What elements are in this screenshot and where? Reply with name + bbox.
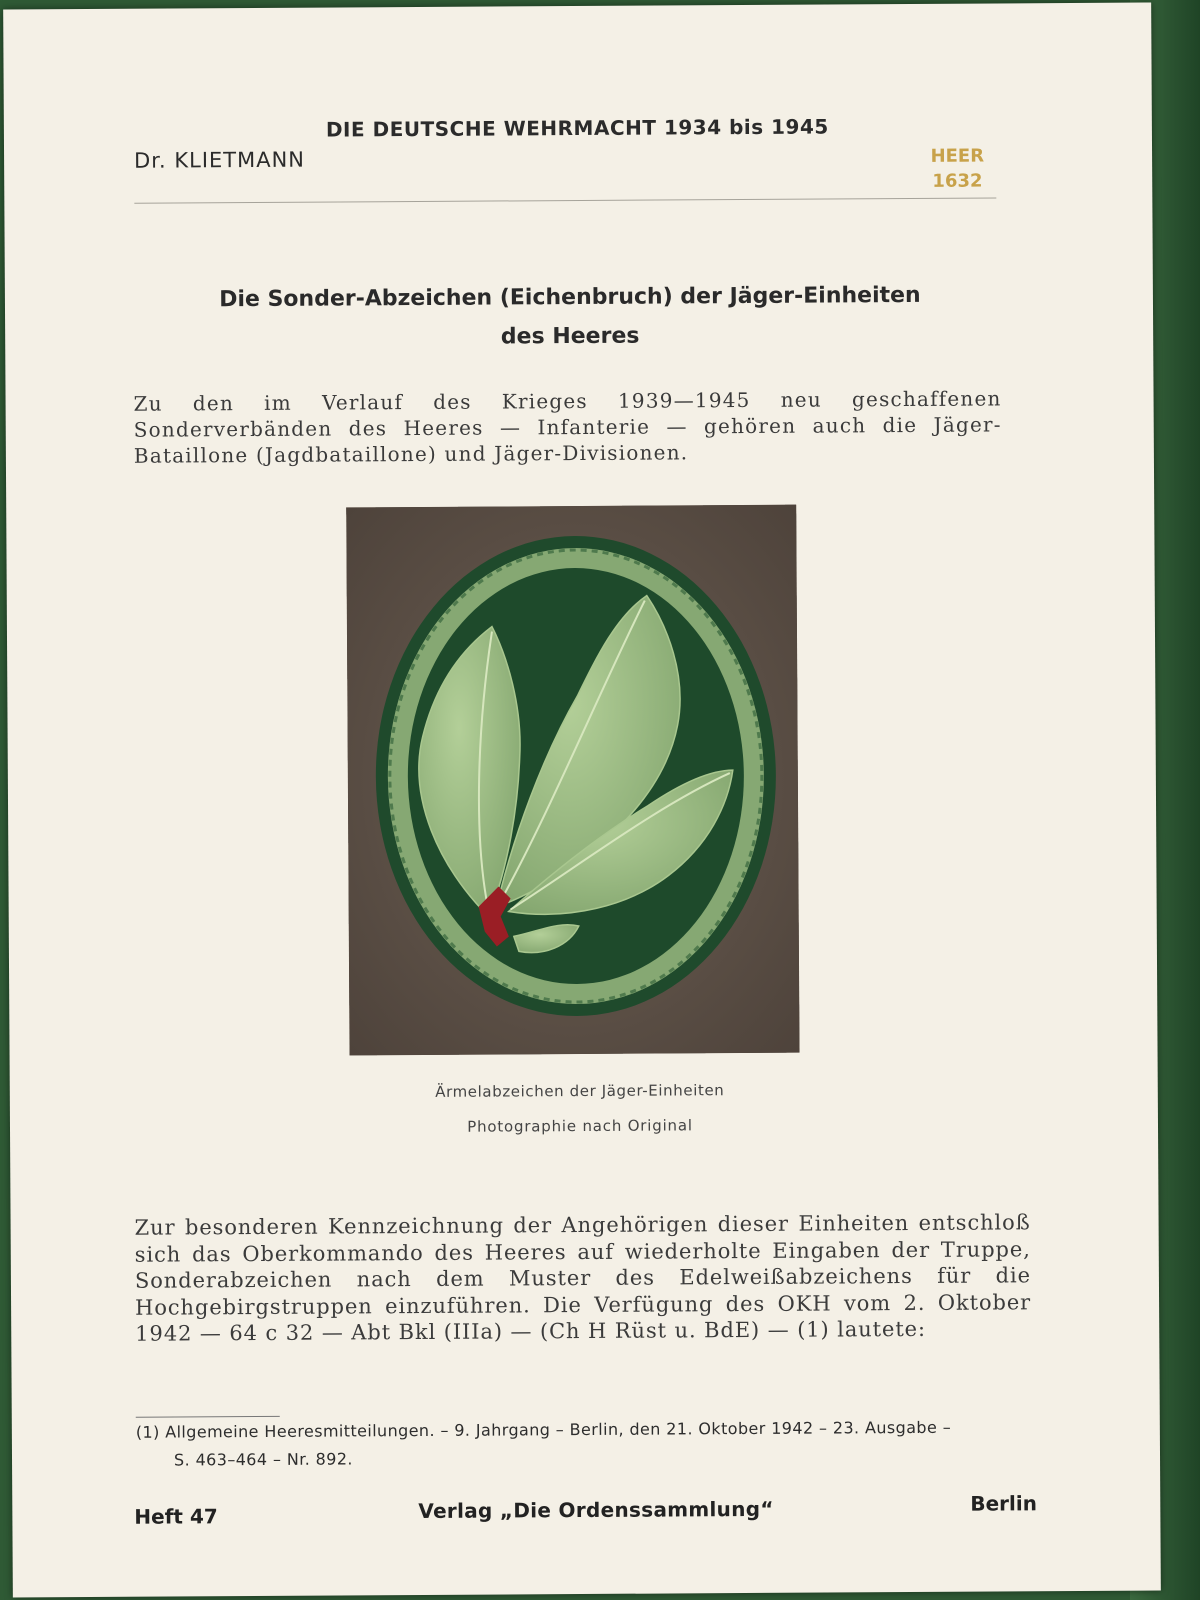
publication-title: DIE DEUTSCHE WEHRMACHT 1934 bis 1945	[325, 114, 829, 142]
publisher-name: Verlag „Die Ordenssammlung“	[418, 1496, 774, 1524]
footnote-line-2: S. 463–464 – Nr. 892.	[173, 1449, 353, 1470]
oak-leaf-badge-image	[346, 505, 799, 1056]
intro-paragraph: Zu den im Verlauf des Krieges 1939—1945 neu geschaffenen Sonderverbänden des Heeres — Infanterie — gehören auch die Jäger-Bataillone (Jagdbataillone) und Jäger-Divisionen.	[133, 386, 1002, 468]
heading-line-2: des Heeres	[500, 323, 640, 350]
author-name: Dr. KLIETMANN	[134, 147, 306, 173]
issue-number: Heft 47	[134, 1504, 218, 1529]
header-divider	[134, 197, 996, 203]
series-label: HEER	[930, 145, 985, 167]
footnote-line-1: (1) Allgemeine Heeresmitteilungen. – 9. Jahrgang – Berlin, den 21. Oktober 1942 – 23. Ausgabe –	[135, 1417, 952, 1442]
series-number: 1632	[932, 170, 983, 192]
footnote	[136, 1413, 1036, 1474]
figure-caption-note: Photographie nach Original	[467, 1116, 693, 1136]
body-paragraph: Zur besonderen Kennzeichnung der Angehörigen dieser Einheiten entschloß sich das Oberkommando des Heeres auf wiederholte Eingaben der Truppe, Sonderabzeichen nach dem Muster des Edelweißabzeichens für die Hochgebirgstruppen einzuführen. Die Verfügung des OKH vom 2. Oktober 1942 — 64 c 32 — Abt Bkl (IIIa) — (Ch H Rüst u. BdE) — (1) lautete:	[134, 1210, 1032, 1346]
figure-caption-title: Ärmelabzeichen der Jäger-Einheiten	[435, 1081, 725, 1101]
article-heading	[145, 275, 995, 358]
heading-line-1: Die Sonder-Abzeichen (Eichenbruch) der Jäger-Einheiten	[219, 282, 921, 313]
badge-photograph	[346, 505, 799, 1056]
publication-city: Berlin	[970, 1491, 1038, 1516]
document-page	[3, 3, 1161, 1598]
series-marker	[930, 144, 984, 194]
